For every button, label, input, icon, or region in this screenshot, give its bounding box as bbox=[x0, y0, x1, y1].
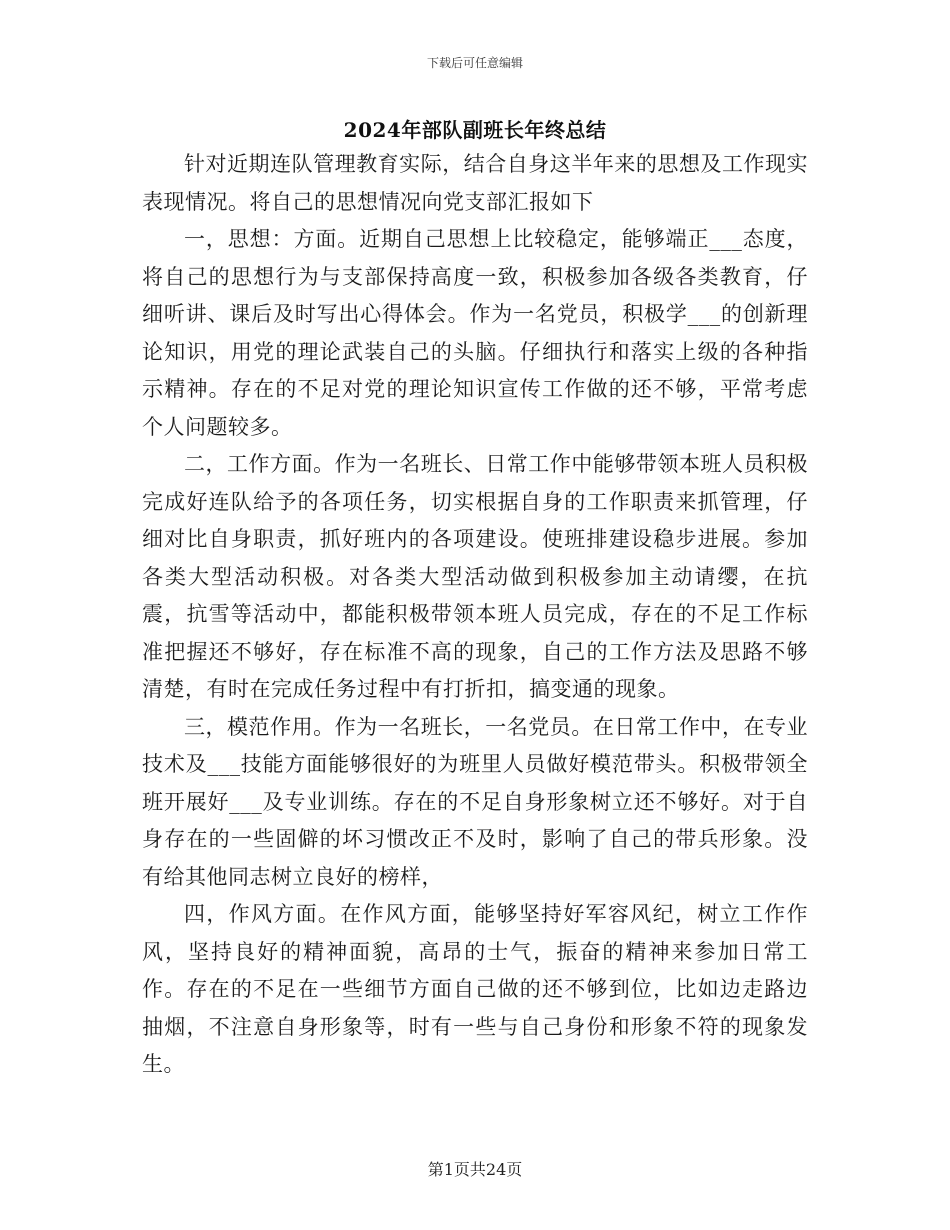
page-number: 第1页共24页 bbox=[427, 1160, 523, 1179]
paragraph-thought: 一，思想：方面。近期自己思想上比较稳定，能够端正___态度，将自己的思想行为与支部保持高度一致，积极参加各级各类教育，仔细听讲、课后及时写出心得体会。作为一名党员，积极学___的创新理论知识，用党的理论武装自己的头脑。仔细执行和落实上级的各种指示精神。存在的不足对党的理论知识宣传工作做的还不够，平常考虑个人问题较多。 bbox=[142, 227, 808, 439]
header-note: 下载后可任意编辑 bbox=[426, 56, 523, 70]
paragraph-work: 二，工作方面。作为一名班长、日常工作中能够带领本班人员积极完成好连队给予的各项任务，切实根据自身的工作职责来抓管理，仔细对比自身职责，抓好班内的各项建设。使班排建设稳步进展。参加各类大型活动积极。对各类大型活动做到积极参加主动请缨，在抗震，抗雪等活动中，都能积极带领本班人员完成，存在的不足工作标准把握还不够好，存在标准不高的现象，自己的工作方法及思路不够清楚，有时在完成任务过程中有打折扣，搞变通的现象。 bbox=[142, 452, 808, 701]
document-title: 2024年部队副班长年终总结 bbox=[343, 118, 607, 142]
paragraph-style: 四，作风方面。在作风方面，能够坚持好军容风纪，树立工作作风，坚持良好的精神面貌，高昂的士气，振奋的精神来参加日常工作。存在的不足在一些细节方面自己做的还不够到位，比如边走路边抽烟，不注意自身形象等，时有一些与自己身份和形象不符的现象发生。 bbox=[142, 902, 808, 1076]
document-body bbox=[142, 146, 808, 1084]
paragraph-intro: 针对近期连队管理教育实际，结合自身这半年来的思想及工作现实表现情况。将自己的思想情况向党支部汇报如下 bbox=[142, 152, 808, 214]
paragraph-role-model: 三，模范作用。作为一名班长，一名党员。在日常工作中，在专业技术及___技能方面能够很好的为班里人员做好模范带头。积极带领全班开展好___及专业训练。存在的不足自身形象树立还不够好。对于自身存在的一些固僻的坏习惯改正不及时，影响了自己的带兵形象。没有给其他同志树立良好的榜样， bbox=[142, 714, 808, 889]
